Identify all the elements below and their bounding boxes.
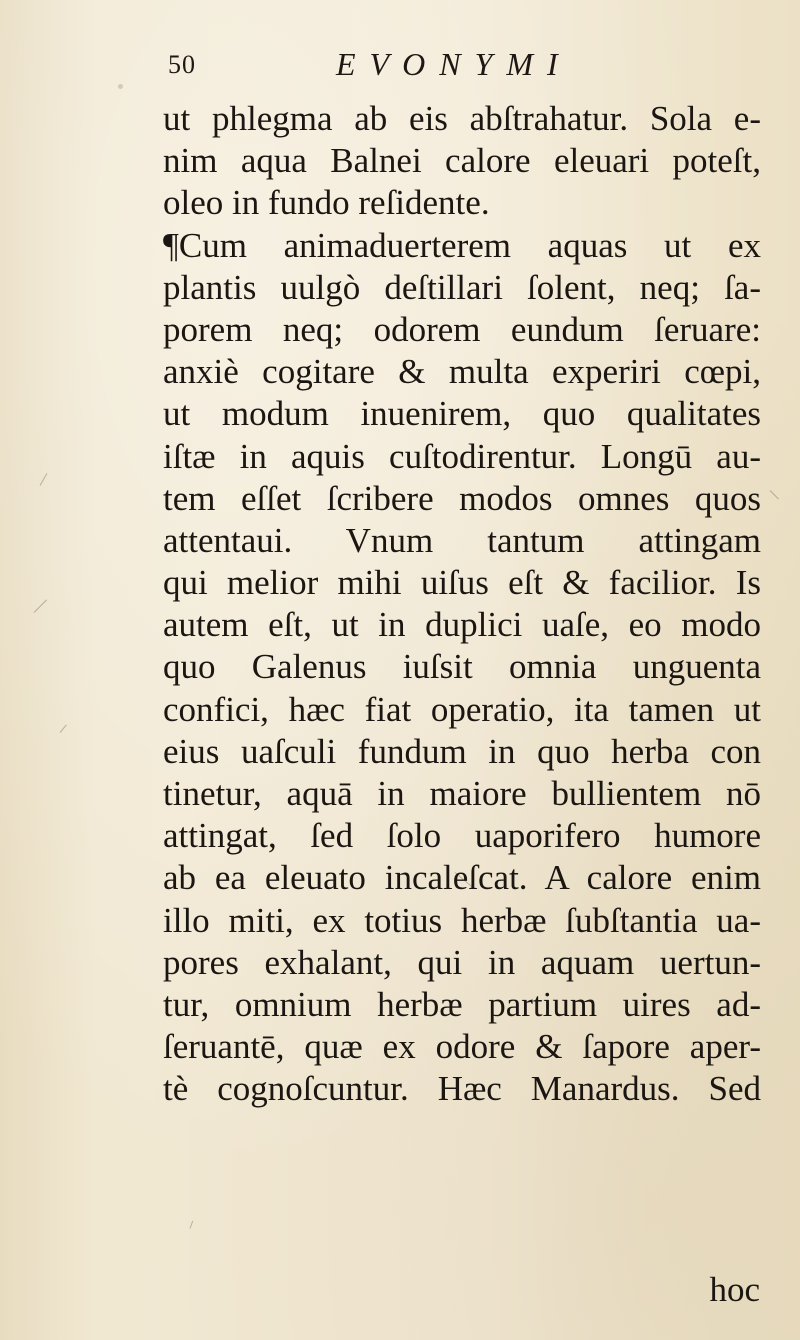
body-text (163, 98, 773, 1111)
text-line: ut phlegma ab eis abſtrahatur. Sola e- (163, 99, 761, 138)
page-header (168, 46, 688, 90)
text-line: ſeruantē, quæ ex odore & ſapore aper- (163, 1027, 761, 1067)
text-line: oleo in fundo reſidente. (163, 183, 490, 223)
text-line: pores exhalant, qui in aquam uertun- (163, 942, 761, 982)
paper-mark (190, 1221, 194, 1229)
ink-smudge (118, 84, 123, 89)
text-line: attentaui. Vnum tantum attingam (163, 520, 761, 560)
running-head: EVONYMI (336, 46, 572, 82)
text-line: autem eſt, ut in duplici uaſe, eo modo (163, 605, 761, 645)
text-line: nim aqua Balnei calore eleuari poteſt, (163, 141, 761, 181)
text-line: tem eſſet ſcribere modos omnes quos (163, 478, 761, 518)
paper-mark (60, 725, 67, 733)
text-line: anxiè cogitare & multa experiri cœpi, (163, 352, 761, 392)
text-line: attingat, ſed ſolo uaporifero humore (163, 816, 761, 856)
text-line: eius uaſculi fundum in quo herba con (163, 731, 761, 771)
text-line: porem neq; odorem eundum ſeruare: (163, 309, 761, 349)
catchword: hoc (709, 1270, 760, 1309)
paper-mark (40, 473, 48, 486)
text-line: tur, omnium herbæ partium uires ad- (163, 984, 761, 1024)
text-line: ¶Cum animaduerterem aquas ut ex (163, 225, 761, 265)
text-line: iſtæ in aquis cuſtodirentur. Longū au- (163, 436, 761, 476)
text-line: tè cognoſcuntur. Hæc Manardus. Sed (163, 1069, 761, 1109)
page-number: 50 (168, 50, 196, 79)
text-line: ab ea eleuato incaleſcat. A calore enim (163, 858, 761, 898)
text-line: qui melior mihi uiſus eſt & facilior. Is (163, 563, 761, 603)
text-line: quo Galenus iuſsit omnia unguenta (163, 647, 761, 687)
text-line: tinetur, aquā in maiore bullientem nō (163, 774, 761, 813)
paper-mark (34, 599, 47, 612)
text-line: confici, hæc fiat operatio, ita tamen ut (163, 689, 761, 729)
text-line: illo miti, ex totius herbæ ſubſtantia ua- (163, 900, 761, 940)
text-line: plantis uulgò deſtillari ſolent, neq; ſa- (163, 267, 761, 307)
text-line: ut modum inuenirem, quo qualitates (163, 394, 761, 434)
